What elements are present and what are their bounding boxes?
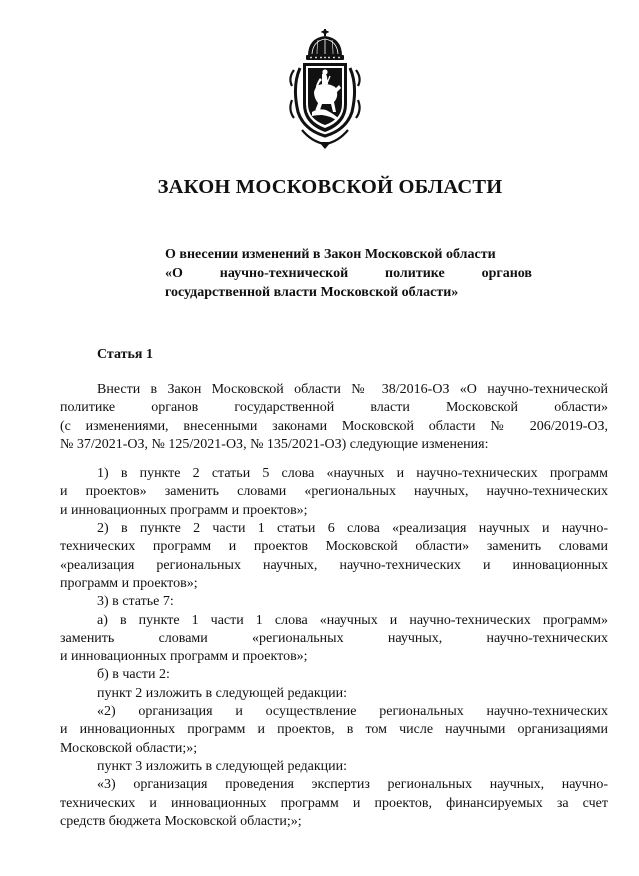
subtitle-line: О внесении изменений в Закон Московской области [165, 247, 496, 262]
text-line: и инновационных программ и проектов»; [60, 502, 308, 518]
point-2-intro: пункт 2 изложить в следующей редакции: [97, 685, 347, 701]
article-heading: Статья 1 [97, 347, 153, 362]
point-2-paragraph [60, 703, 608, 758]
coat-of-arms-emblem [286, 26, 364, 150]
law-title: ЗАКОН МОСКОВСКОЙ ОБЛАСТИ [157, 176, 503, 198]
subtitle-line: государственной власти Московской области» [165, 285, 459, 300]
text-line: и проектов» заменить словами «региональных научных, научно-технических [60, 484, 608, 500]
intro-paragraph [60, 381, 608, 454]
item-3b-line: б) в части 2: [97, 667, 170, 683]
text-line: (с изменениями, внесенными законами Московской области № 206/2019-ОЗ, [60, 418, 608, 434]
text-line: политике органов государственной власти Московской области» [60, 400, 608, 416]
article-body [60, 381, 608, 831]
text-line: 1) в пункте 2 статьи 5 слова «научных и научно-технических программ [97, 466, 608, 482]
text-line: «2) организация и осуществление региональных научно-технических [97, 704, 608, 720]
text-line: а) в пункте 1 части 1 слова «научных и научно-технических программ» [97, 612, 608, 628]
text-line: и инновационных программ и проектов, в том числе научными организациями [60, 722, 608, 738]
text-line: и инновационных программ и проектов»; [60, 649, 308, 665]
text-line: программ и проектов»; [60, 575, 198, 591]
text-line: 2) в пункте 2 части 1 статьи 6 слова «реализация научных и научно- [97, 521, 608, 537]
law-subtitle [165, 245, 532, 302]
text-line: технических и инновационных программ и проектов, финансируемых за счет [60, 795, 608, 811]
text-line: № 37/2021-ОЗ, № 125/2021-ОЗ, № 135/2021-ОЗ) следующие изменения: [60, 436, 489, 452]
subtitle-line: «О научно-технической политике органов [165, 266, 532, 281]
crown-icon [306, 29, 344, 60]
text-line: Московской области;»; [60, 740, 198, 756]
text-line: «3) организация проведения экспертиз региональных научных, научно- [97, 777, 608, 793]
item-3a-paragraph [60, 612, 608, 667]
text-line: средств бюджета Московской области;»; [60, 813, 302, 829]
item-3-line: 3) в статье 7: [97, 594, 174, 610]
item-1-paragraph [60, 465, 608, 520]
text-line: «реализация региональных научных, научно-технических и инновационных [60, 557, 608, 573]
text-line: технических программ и проектов Московской области» заменить словами [60, 539, 608, 555]
text-line: заменить словами «региональных научных, научно-технических [60, 630, 608, 646]
item-2-paragraph [60, 520, 608, 593]
point-3-intro: пункт 3 изложить в следующей редакции: [97, 758, 347, 774]
point-3-paragraph [60, 776, 608, 831]
text-line: Внести в Закон Московской области № 38/2016-ОЗ «О научно-технической [97, 382, 608, 397]
